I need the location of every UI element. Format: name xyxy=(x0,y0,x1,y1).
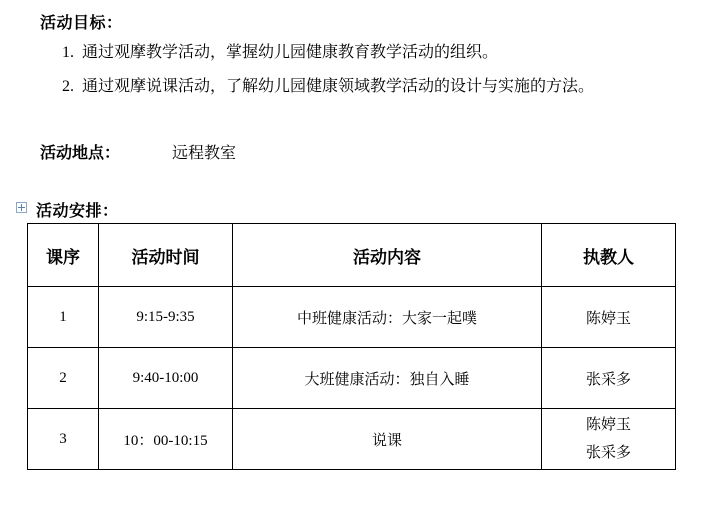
cell-time: 9:40-10:00 xyxy=(99,348,233,409)
column-header-time: 活动时间 xyxy=(99,224,233,287)
list-item xyxy=(40,72,660,102)
table-row xyxy=(28,287,676,348)
place-value: 远程教室 xyxy=(172,145,237,162)
table-anchor-icon[interactable] xyxy=(16,202,27,213)
place-label: 活动地点： xyxy=(40,145,121,162)
cell-content: 中班健康活动：大家一起噗 xyxy=(233,287,542,348)
cell-time: 10：00-10:15 xyxy=(99,409,233,470)
goals-list xyxy=(40,38,660,106)
teacher-name: 陈婷玉 xyxy=(585,417,631,433)
schedule-table xyxy=(27,223,676,470)
column-header-order: 课序 xyxy=(28,224,99,287)
place-row xyxy=(40,140,236,163)
cell-teacher xyxy=(542,409,676,470)
cell-content: 说课 xyxy=(233,409,542,470)
cell-teacher: 陈婷玉 xyxy=(542,287,676,348)
table-row xyxy=(28,348,676,409)
list-item-number: 1. xyxy=(62,44,74,61)
cell-order: 3 xyxy=(28,409,99,470)
teacher-name: 张采多 xyxy=(585,445,631,461)
cell-time: 9:15-9:35 xyxy=(99,287,233,348)
cell-content: 大班健康活动：独自入睡 xyxy=(233,348,542,409)
cell-order: 2 xyxy=(28,348,99,409)
list-item-text: 通过观摩教学活动，掌握幼儿园健康教育教学活动的组织。 xyxy=(82,44,499,61)
goals-heading: 活动目标： xyxy=(40,15,123,32)
table-row xyxy=(28,409,676,470)
list-item-text: 通过观摩说课活动，了解幼儿园健康领域教学活动的设计与实施的方法。 xyxy=(82,78,595,95)
table-header-row xyxy=(28,224,676,287)
cell-teacher: 张采多 xyxy=(542,348,676,409)
column-header-content: 活动内容 xyxy=(233,224,542,287)
list-item xyxy=(40,38,660,68)
list-item-number: 2. xyxy=(62,78,74,95)
cell-order: 1 xyxy=(28,287,99,348)
column-header-teacher: 执教人 xyxy=(542,224,676,287)
schedule-heading: 活动安排： xyxy=(36,203,119,220)
